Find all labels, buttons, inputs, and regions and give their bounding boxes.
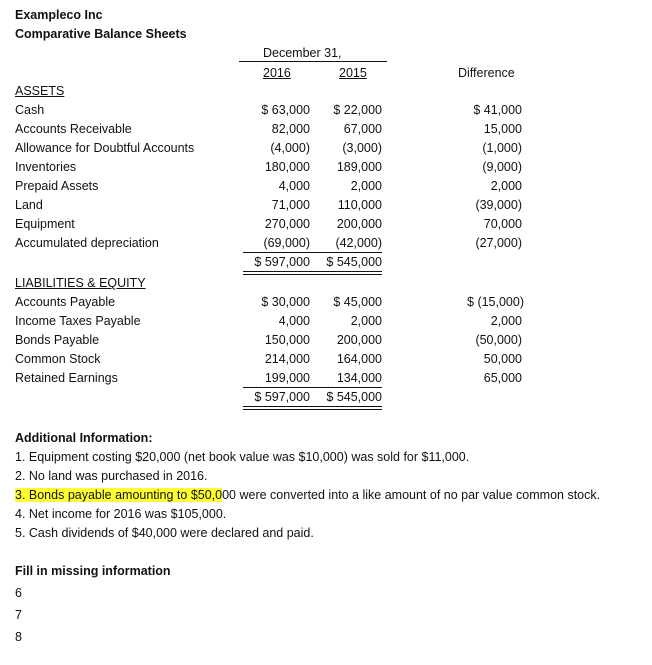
subtotal-rule [243, 387, 382, 388]
value-2016: 4,000 [278, 314, 310, 328]
total-double-rule [243, 271, 382, 275]
header-rule [239, 61, 387, 62]
row-label: Bonds Payable [15, 333, 100, 347]
value-2016: $ 63,000 [261, 103, 310, 117]
value-difference: 2,000 [490, 314, 522, 328]
row-label: Accumulated depreciation [15, 236, 159, 250]
company-name: Exampleco Inc [15, 8, 103, 22]
value-difference: $ (15,000) [467, 295, 524, 309]
row-label: Cash [15, 103, 45, 117]
value-2015: 200,000 [336, 333, 382, 347]
value-difference: (1,000) [482, 141, 522, 155]
value-2016: 199,000 [264, 371, 310, 385]
value-2016: 270,000 [264, 217, 310, 231]
assets-total-2015: $ 545,000 [326, 255, 382, 269]
assets-total-2016: $ 597,000 [254, 255, 310, 269]
list-item: 8 [15, 630, 22, 644]
value-2016: 4,000 [278, 179, 310, 193]
value-2015: 2,000 [350, 314, 382, 328]
list-item [15, 487, 600, 503]
value-difference: 2,000 [490, 179, 522, 193]
list-item: 6 [15, 586, 22, 600]
value-difference: (27,000) [475, 236, 522, 250]
value-2015: $ 22,000 [333, 103, 382, 117]
value-2015: (3,000) [342, 141, 382, 155]
liabilities-total-2015: $ 545,000 [326, 390, 382, 404]
list-item: 7 [15, 608, 22, 622]
value-difference: 70,000 [483, 217, 522, 231]
row-label: Equipment [15, 217, 75, 231]
value-difference: 50,000 [483, 352, 522, 366]
assets-heading: ASSETS [15, 84, 65, 98]
value-difference: 15,000 [483, 122, 522, 136]
value-2016: 82,000 [271, 122, 310, 136]
value-2015: 2,000 [350, 179, 382, 193]
statement-title: Comparative Balance Sheets [15, 27, 187, 41]
highlighted-text: 3. Bonds payable amounting to $50,0 [15, 488, 223, 502]
value-2015: $ 45,000 [333, 295, 382, 309]
additional-info-heading: Additional Information: [15, 431, 153, 445]
column-header-difference: Difference [458, 66, 515, 80]
value-difference: (50,000) [475, 333, 522, 347]
row-label: Income Taxes Payable [15, 314, 141, 328]
value-2016: 180,000 [264, 160, 310, 174]
liabilities-total-2016: $ 597,000 [254, 390, 310, 404]
value-2015: 110,000 [337, 198, 382, 212]
fill-in-heading: Fill in missing information [15, 564, 171, 578]
value-2015: 200,000 [336, 217, 382, 231]
row-label: Accounts Payable [15, 295, 116, 309]
value-2015: 134,000 [336, 371, 382, 385]
row-label: Land [15, 198, 43, 212]
value-2016: (4,000) [270, 141, 310, 155]
value-2015: (42,000) [335, 236, 382, 250]
row-label: Common Stock [15, 352, 101, 366]
list-item: 2. No land was purchased in 2016. [15, 469, 208, 483]
column-header-2016: 2016 [263, 66, 291, 80]
value-2016: 150,000 [264, 333, 310, 347]
row-label: Inventories [15, 160, 77, 174]
value-2016: $ 30,000 [261, 295, 310, 309]
total-double-rule [243, 406, 382, 410]
list-item: 4. Net income for 2016 was $105,000. [15, 507, 227, 521]
value-difference: (9,000) [482, 160, 522, 174]
list-item: 5. Cash dividends of $40,000 were declared and paid. [15, 526, 314, 540]
value-2016: 214,000 [264, 352, 310, 366]
list-item-rest: 00 were converted into a like amount of no par value common stock. [222, 488, 601, 502]
value-difference: $ 41,000 [473, 103, 522, 117]
column-header-2015: 2015 [339, 66, 367, 80]
value-2015: 164,000 [336, 352, 382, 366]
row-label: Retained Earnings [15, 371, 118, 385]
date-label: December 31, [263, 46, 342, 60]
list-item: 1. Equipment costing $20,000 (net book value was $10,000) was sold for $11,000. [15, 450, 470, 464]
subtotal-rule [243, 252, 382, 253]
value-difference: (39,000) [475, 198, 522, 212]
row-label: Allowance for Doubtful Accounts [15, 141, 195, 155]
row-label: Accounts Receivable [15, 122, 132, 136]
value-difference: 65,000 [483, 371, 522, 385]
value-2016: (69,000) [263, 236, 310, 250]
value-2015: 189,000 [336, 160, 382, 174]
value-2016: 71,000 [271, 198, 310, 212]
value-2015: 67,000 [343, 122, 382, 136]
row-label: Prepaid Assets [15, 179, 99, 193]
liabilities-heading: LIABILITIES & EQUITY [15, 276, 146, 290]
